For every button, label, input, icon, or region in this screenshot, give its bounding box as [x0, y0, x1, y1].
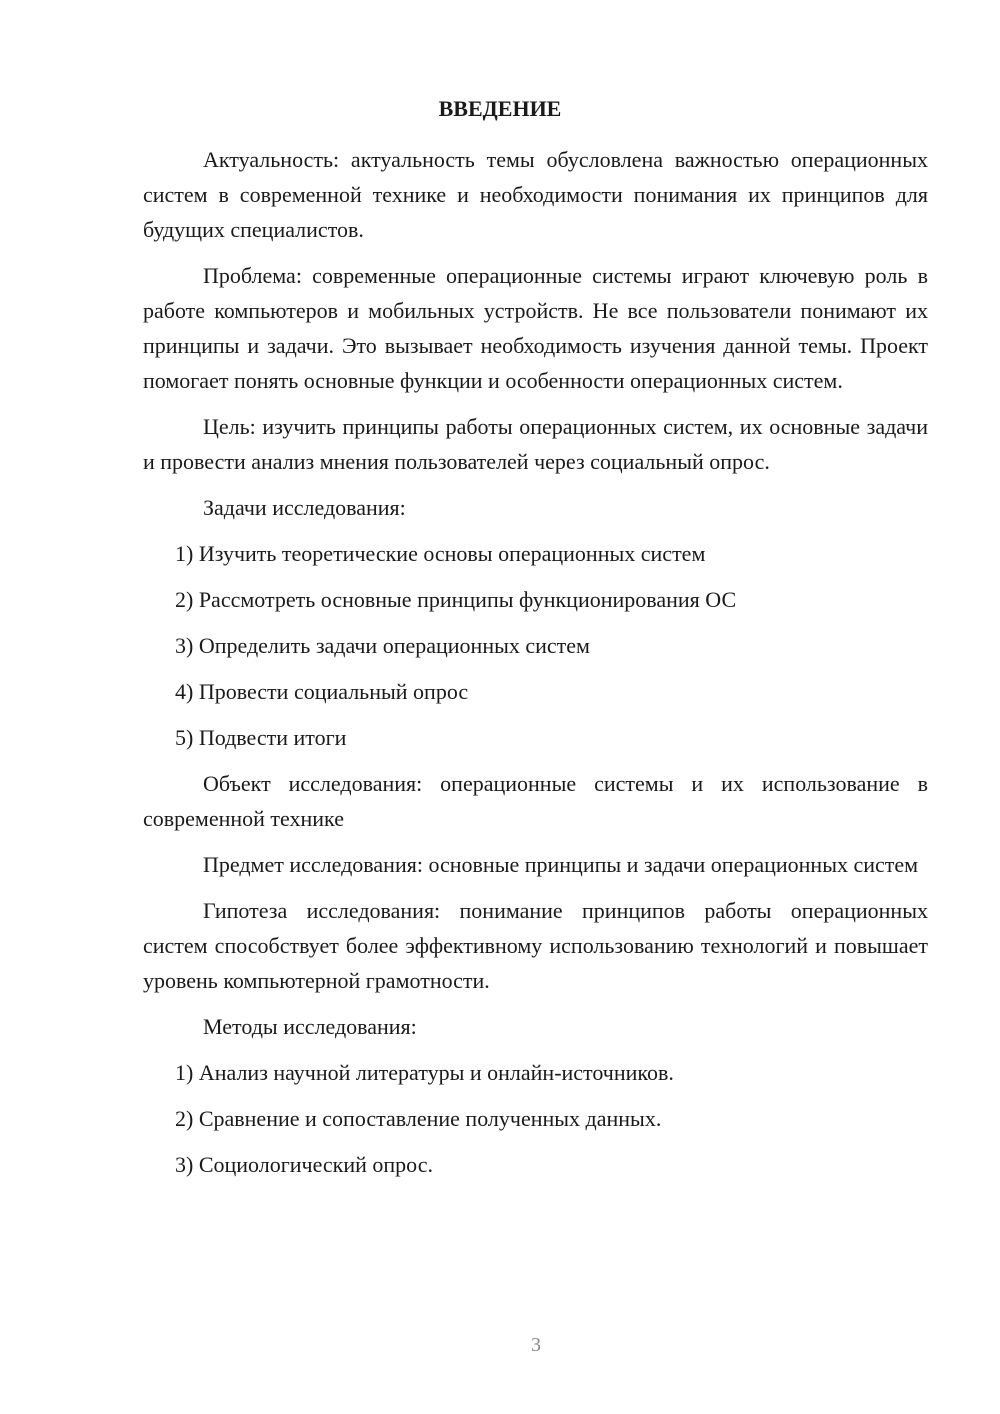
list-item: 5) Подвести итоги: [175, 725, 347, 750]
list-item: 1) Изучить теоретические основы операционных систем: [175, 541, 706, 566]
page-number: 3: [531, 1334, 541, 1356]
list-item: 2) Сравнение и сопоставление полученных данных.: [175, 1106, 662, 1131]
list-item: 1) Анализ научной литературы и онлайн-источников.: [175, 1060, 674, 1085]
object-paragraph: Объект исследования: операционные системы и их использование в современной технике: [143, 771, 928, 831]
list-item: 4) Провести социальный опрос: [175, 679, 469, 704]
hypothesis-paragraph: Гипотеза исследования: понимание принципов работы операционных систем способствует более эффективному использованию технологий и повышает уровень компьютерной грамотности.: [143, 898, 928, 993]
section-body: [143, 142, 928, 1193]
tasks-list: [143, 536, 928, 755]
subject-paragraph: Предмет исследования: основные принципы и задачи операционных систем: [203, 852, 919, 877]
section-title: ВВЕДЕНИЕ: [438, 96, 562, 121]
relevance-paragraph: Актуальность: актуальность темы обусловлена важностью операционных систем в современной технике и необходимости понимания их принципов для будущих специалистов.: [143, 147, 928, 242]
goal-paragraph: Цель: изучить принципы работы операционных систем, их основные задачи и провести анализ мнения пользователей через социальный опрос.: [143, 414, 928, 474]
tasks-heading: Задачи исследования:: [203, 495, 406, 520]
list-item: 2) Рассмотреть основные принципы функционирования ОС: [175, 587, 737, 612]
list-item: 3) Определить задачи операционных систем: [175, 633, 590, 658]
methods-heading: Методы исследования:: [203, 1014, 417, 1039]
methods-list: [143, 1055, 928, 1182]
list-item: 3) Социологический опрос.: [175, 1152, 433, 1177]
problem-paragraph: Проблема: современные операционные системы играют ключевую роль в работе компьютеров и мобильных устройств. Не все пользователи понимают их принципы и задачи. Это вызывает необходимость изучения данной темы. Проект помогает понять основные функции и особенности операционных систем.: [143, 263, 928, 393]
